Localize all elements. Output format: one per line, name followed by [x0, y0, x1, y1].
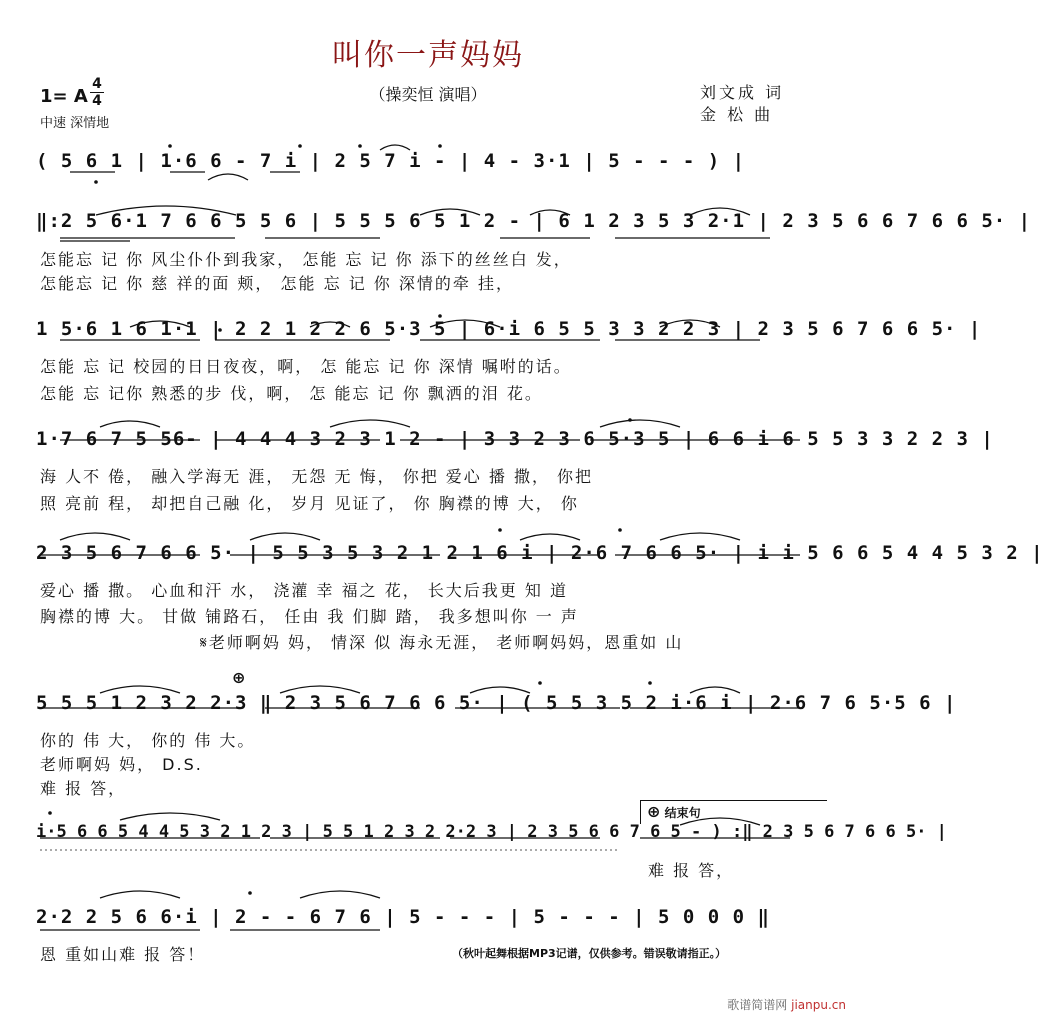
watermark-site: 歌谱简谱网	[727, 998, 788, 1012]
lyric-line: 恩 重如山难 报 答！	[40, 945, 206, 964]
time-signature-bottom: 4	[92, 93, 102, 109]
lyric-line: 海 人不 倦， 融入学海无 涯， 无怨 无 悔， 你把 爱心 播 撒， 你把	[40, 467, 594, 486]
composer-credit: 金 松 曲	[700, 105, 774, 124]
key-signature: 1= A	[40, 86, 88, 107]
lyric-line: 照 亮前 程， 却把自己融 化， 岁月 见证了， 你 胸襟的博 大， 你	[40, 494, 579, 513]
lyric-line: 老师啊妈 妈， D.S.	[40, 755, 203, 774]
coda-symbol: ⊕	[647, 802, 661, 821]
notation-line: ‖:2 5 6·1 7 6 6 5 5 6 | 5 5 5 6 5 1 2 - | 6 1 2 3 5 3 2·1 | 2 3 5 6 6 7 6 6 5· |	[36, 210, 1032, 232]
time-signature-top: 4	[92, 76, 102, 92]
notation-line: 2 3 5 6 7 6 6 5· | 5 5 3 5 3 2 1 2 1 6 i | 2·6 7 6 6 5· | i i 5 6 6 5 4 4 5 3 2 |	[36, 542, 1044, 564]
notation-line: 2·2 2 5 6 6·i | 2 - - 6 7 6 | 5 - - - | 5 - - - | 5 0 0 0 ‖	[36, 906, 770, 928]
time-signature	[90, 76, 104, 109]
coda-symbol: ⊕	[232, 668, 246, 687]
singer-credit: （操奕恒 演唱）	[369, 85, 487, 104]
lyric-line: 怎能 忘 记你 熟悉的步 伐，啊， 怎 能忘 记 你 飘洒的泪 花。	[40, 384, 543, 403]
notation-line: 5 5 5 1 2 3 2 2·3 ‖ 2 3 5 6 7 6 6 5· | ( 5 5 3 5 2 i·6 i | 2·6 7 6 5·5 6 |	[36, 692, 957, 714]
transcription-note: （秋叶起舞根据MP3记谱，仅供参考。错误敬请指正。）	[452, 947, 727, 960]
lyric-line: 你的 伟 大， 你的 伟 大。	[40, 731, 256, 750]
notation-line: i·5 6 6 5 4 4 5 3 2 1 2 3 | 5 5 1 2 3 2 2·2 3 | 2 3 5 6 6 7 6 5 - ) :‖ 2 3 5 6 7 6 6 5· |	[36, 822, 947, 842]
watermark	[727, 996, 846, 1013]
notation-line: 1·7 6 7 5 56- | 4 4 4 3 2 3 1 2 - | 3 3 2 3 6 5·3 5 | 6 6 i 6 5 5 3 3 2 2 3 |	[36, 428, 994, 450]
lyric-line: 𝄋老师啊妈 妈， 情深 似 海永无涯， 老师啊妈妈，恩重如 山	[200, 633, 684, 652]
ending-label: 结束句	[664, 806, 701, 820]
lyric-line: 难 报 答，	[40, 779, 127, 798]
tempo-marking: 中速 深情地	[40, 116, 110, 131]
lyric-line: 难 报 答，	[648, 861, 735, 880]
notation-line: ( 5 6 1 | 1·6 6 - 7 i | 2 5 7 i - | 4 - 3·1 | 5 - - - ) |	[36, 150, 746, 172]
lyric-line: 爱心 播 撒。 心血和汗 水， 浇灌 幸 福之 花， 长大后我更 知 道	[40, 581, 568, 600]
watermark-url: jianpu.cn	[791, 998, 846, 1012]
lyricist-credit: 刘文成 词	[700, 83, 785, 102]
lyric-line: 怎能忘 记 你 风尘仆仆到我家， 怎能 忘 记 你 添下的丝丝白 发，	[40, 250, 572, 269]
lyric-line: 怎能 忘 记 校园的日日夜夜，啊， 怎 能忘 记 你 深情 嘱咐的话。	[40, 357, 572, 376]
lyric-line: 怎能忘 记 你 慈 祥的面 颊， 怎能 忘 记 你 深情的牵 挂，	[40, 274, 514, 293]
notation-line: 1 5·6 1 6 1·1 | 2 2 1 2 2 6 5·3 5 | 6·i 6 5 5 3 3 2 2 3 | 2 3 5 6 7 6 6 5· |	[36, 318, 982, 340]
ending-bracket	[640, 800, 827, 824]
lyric-line: 胸襟的博 大。 甘做 铺路石， 任由 我 们脚 踏， 我多想叫你 一 声	[40, 607, 579, 626]
song-title: 叫你一声妈妈	[332, 38, 524, 73]
